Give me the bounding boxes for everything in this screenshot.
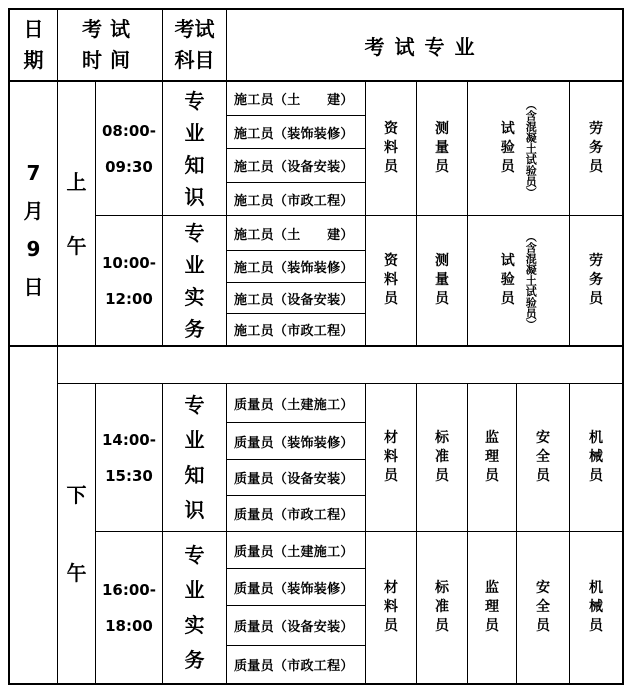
role-cell [227,496,365,531]
major-char: 员 [536,617,550,634]
major-char: 员 [435,290,449,307]
major-cell [366,82,416,215]
role-cell [227,283,365,313]
session-subject [163,216,226,345]
major-char: 员 [589,158,603,175]
major-char: 员 [500,290,515,307]
subject-char: 业 [184,252,205,277]
major-char: 劳 [589,253,603,270]
major-char: 标 [435,430,449,447]
role-text: 施工员（设备安装） [234,292,354,308]
role-text: 质量员（设备安装） [234,620,354,635]
subject-char: 专 [184,220,205,245]
major-char: 试 [500,253,515,270]
header-date-1: 日 [23,17,44,41]
subject-char: 专 [184,88,205,113]
role-text: 质量员（土建施工） [234,397,354,413]
subject-char: 务 [184,316,205,341]
major-char: 械 [589,449,603,466]
role-text: 质量员（设备安装） [234,472,354,487]
session-subject [163,384,226,531]
major-char: 测 [435,253,449,270]
major-char: 劳 [589,121,603,138]
major-char: 安 [536,430,550,447]
major-char: 量 [435,140,449,157]
major-cell [468,532,516,683]
major-char: 员 [536,467,550,484]
date-char: 7 [26,161,41,185]
major-char: 料 [384,599,398,616]
major-char: 员 [435,617,449,634]
major-char: 测 [435,121,449,138]
subject-char: 务 [184,647,205,672]
afternoon-label-1: 下 [66,482,87,507]
major-char: 验 [500,272,515,289]
major-cell [570,532,622,683]
major-char: 械 [589,599,603,616]
session-subject [163,532,226,683]
major-char: 员 [384,617,398,634]
date-char: 日 [23,275,44,299]
major-char: 机 [589,580,603,597]
subject-char: 业 [184,120,205,145]
session-time-end: 18:00 [105,616,153,635]
major-char: 准 [435,449,449,466]
major-char: 料 [384,449,398,466]
session-time-end: 12:00 [105,289,153,308]
subject-char: 实 [184,612,205,637]
major-char: 员 [435,467,449,484]
role-cell [227,569,365,605]
subject-char: 专 [184,542,205,567]
header-time-1: 考试 [82,17,138,41]
major-cell [366,532,416,683]
major-cell [417,384,467,531]
major-char: 安 [536,580,550,597]
major-cell-test [468,82,569,215]
role-text: 施工员（土 建） [234,93,354,108]
role-text: 质量员（装饰装修） [234,581,354,597]
session-time-start: 14:00- [102,430,156,449]
role-cell [227,314,365,345]
role-cell [227,606,365,645]
date-char: 月 [23,199,44,223]
major-char: 员 [589,467,603,484]
session-time-start: 08:00- [102,121,156,140]
session-time-end: 09:30 [105,157,153,176]
major-note: （含混凝土试验员） [524,231,538,330]
morning-label-1: 上 [66,169,87,194]
session-subject [163,82,226,215]
major-char: 标 [435,580,449,597]
major-char: 监 [485,430,499,447]
date-cell [10,140,57,320]
major-cell [366,216,416,345]
major-cell [570,384,622,531]
role-text: 质量员（市政工程） [234,508,354,523]
role-cell [227,183,365,215]
role-cell [227,460,365,495]
major-char: 员 [485,467,499,484]
major-note: （含混凝土试验员） [524,99,538,198]
subject-char: 识 [184,184,205,209]
major-char: 验 [500,140,515,157]
role-cell [227,251,365,282]
major-char: 员 [589,617,603,634]
major-char: 资 [384,253,398,270]
major-char: 员 [384,467,398,484]
role-cell [227,116,365,148]
role-text: 施工员（土 建） [234,227,354,243]
role-text: 施工员（装饰装修） [234,126,354,142]
major-char: 务 [589,272,603,289]
major-char: 员 [384,290,398,307]
major-cell [468,384,516,531]
role-cell [227,384,365,422]
major-char: 机 [589,430,603,447]
major-char: 员 [435,158,449,175]
major-cell [570,82,622,215]
session-time-start: 10:00- [102,253,156,272]
major-char: 全 [536,449,550,466]
date-char: 9 [26,237,41,261]
major-char: 员 [500,158,515,175]
role-cell [227,532,365,568]
major-char: 务 [589,140,603,157]
major-char: 材 [384,430,398,447]
header-major [227,10,622,80]
major-test-name [501,252,515,309]
major-test-name [501,120,515,177]
role-cell [227,82,365,115]
subject-char: 识 [184,497,205,522]
header-date-2: 期 [23,48,44,72]
role-text: 质量员（市政工程） [234,659,354,674]
session-time [96,532,162,683]
role-cell [227,423,365,459]
header-date [10,10,57,80]
role-cell [227,646,365,683]
subject-char: 知 [184,462,205,487]
session-time [96,82,162,215]
major-char: 准 [435,599,449,616]
major-cell [417,216,467,345]
role-text: 施工员（设备安装） [234,160,354,175]
major-cell [570,216,622,345]
major-char: 监 [485,580,499,597]
session-time [96,384,162,531]
session-time-end: 15:30 [105,466,153,485]
role-cell [227,216,365,250]
session-time [96,216,162,345]
header-subject-2: 科目 [174,48,215,72]
major-char: 资 [384,121,398,138]
afternoon-label-2: 午 [66,560,87,585]
header-subject [163,10,226,80]
header-time [58,10,162,80]
major-char: 员 [589,290,603,307]
morning-label-2: 午 [66,233,87,258]
major-char: 量 [435,272,449,289]
major-cell [517,384,569,531]
role-text: 质量员（装饰装修） [234,435,354,451]
subject-char: 业 [184,577,205,602]
major-char: 料 [384,272,398,289]
header-major-label: 考试专业 [364,34,485,59]
major-char: 员 [384,158,398,175]
major-char: 理 [485,599,499,616]
session-time-start: 16:00- [102,580,156,599]
role-text: 施工员（装饰装修） [234,261,354,276]
major-char: 全 [536,599,550,616]
role-text: 质量员（土建施工） [234,544,354,560]
subject-char: 知 [184,152,205,177]
subject-char: 实 [184,284,205,309]
subject-char: 专 [184,392,205,417]
subject-char: 业 [184,427,205,452]
major-cell-test [468,216,569,345]
major-char: 员 [485,617,499,634]
major-char: 试 [500,121,515,138]
major-cell [417,82,467,215]
header-time-2: 时间 [82,48,138,72]
major-cell [417,532,467,683]
role-text: 施工员（市政工程） [234,193,354,209]
role-text: 施工员（市政工程） [234,324,354,339]
afternoon-label [58,384,95,683]
major-cell [366,384,416,531]
morning-label [58,82,95,345]
role-cell [227,149,365,182]
major-char: 料 [384,140,398,157]
header-subject-1: 考试 [174,17,215,41]
major-char: 理 [485,449,499,466]
major-cell [517,532,569,683]
major-char: 材 [384,580,398,597]
